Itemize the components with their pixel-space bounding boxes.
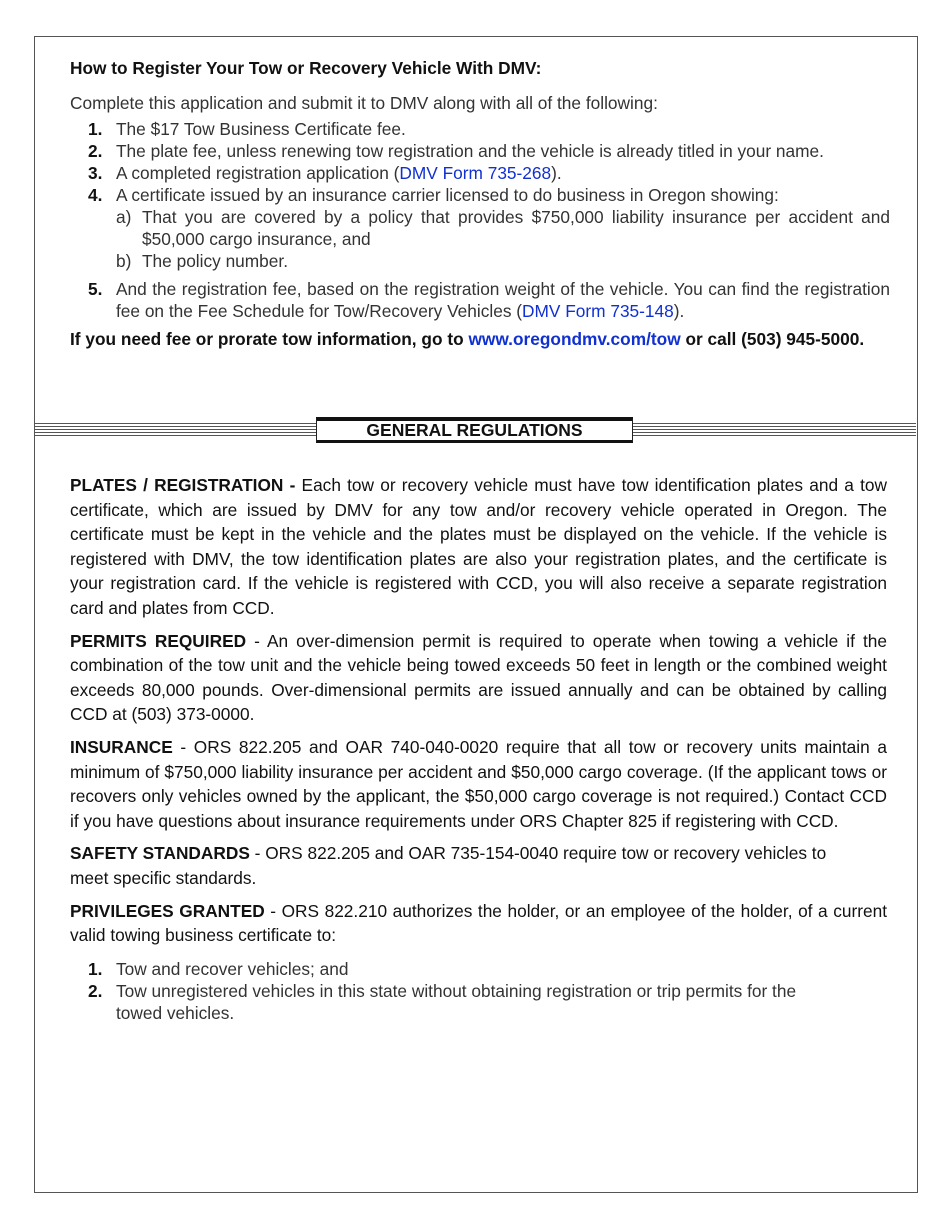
list-item <box>70 958 817 980</box>
sub-item <box>116 250 890 272</box>
item-text: And the registration fee, based on the registration weight of the vehicle. You can find the registration fee on the Fee Schedule for Tow/Recovery Vehicles ( <box>116 279 890 321</box>
list-item <box>70 118 890 140</box>
regulation-safety-standards <box>70 841 887 890</box>
item-text: The $17 Tow Business Certificate fee. <box>116 119 406 139</box>
page-frame <box>34 36 918 1193</box>
regulation-insurance <box>70 735 887 833</box>
oregondmv-tow-link[interactable]: www.oregondmv.com/tow <box>468 329 681 349</box>
regulation-term: PLATES / REGISTRATION - <box>70 475 296 495</box>
insurance-sublist <box>116 206 890 272</box>
list-item <box>70 278 890 322</box>
regulation-text: - ORS 822.205 and OAR 740-040-0020 require that all tow or recovery units maintain a minimum of $750,000 liability insurance per accident and $50,000 cargo coverage. (If the applicant tows or recovers only vehicles owned by the applicant, the $50,000 cargo coverage is not required.) Contact CCD if you have questions about insurance requirements under ORS Chapter 825 if registering with CCD. <box>70 736 887 831</box>
sub-text: That you are covered by a policy that provides $750,000 liability insurance per accident and $50,000 cargo insurance, and <box>142 207 890 249</box>
list-item <box>70 184 890 272</box>
form-735-268-link[interactable]: DMV Form 735-268 <box>399 163 552 183</box>
regulation-text: - ORS 822.205 and OAR 735-154-0040 require tow or recovery vehicles to meet specific standards. <box>70 843 827 888</box>
item-number: 1. <box>88 958 103 979</box>
list-item <box>70 162 890 184</box>
registration-heading: How to Register Your Tow or Recovery Vehicle With DMV: <box>70 58 542 78</box>
fee-info-text: If you need fee or prorate tow information, go to <box>70 329 469 349</box>
fee-info <box>70 328 890 350</box>
item-text: The plate fee, unless renewing tow registration and the vehicle is already titled in your name. <box>116 141 824 161</box>
regulation-text: - An over-dimension permit is required to operate when towing a vehicle if the combination of the tow unit and the vehicle being towed exceeds 50 feet in length or the combined weight exceeds 80,000 pounds. Over-dimensional permits are issued annually and can be obtained by calling CCD at (503) 373-0000. <box>70 630 887 725</box>
section-title: GENERAL REGULATIONS <box>316 417 633 443</box>
regulation-text: - ORS 822.210 authorizes the holder, or an employee of the holder, of a current valid towing business certificate to: <box>70 900 887 946</box>
regulation-term: INSURANCE <box>70 736 173 757</box>
regulation-term: PERMITS REQUIRED <box>70 630 247 651</box>
item-number: 5. <box>88 279 103 299</box>
item-text: A certificate issued by an insurance carrier licensed to do business in Oregon showing: <box>116 185 779 205</box>
item-text: A completed registration application ( <box>116 163 400 183</box>
general-regulations <box>70 473 887 1024</box>
regulation-term: SAFETY STANDARDS <box>70 843 250 864</box>
privileges-list <box>70 958 887 1024</box>
regulation-text: Each tow or recovery vehicle must have tow identification plates and a tow certificate, which are issued by DMV for any tow and/or recovery vehicle operated in Oregon. The certificate must be kept in the vehicle and the plates must be displayed on the vehicle. If the vehicle is registered with DMV, the tow identification plates are also your registration plates, and the certificate is your registration card. If the vehicle is registered with CCD, you will also receive a separate registration card and plates from CCD. <box>70 475 887 618</box>
regulation-permits-required <box>70 629 887 727</box>
regulation-plates-registration <box>70 473 887 621</box>
fee-info-phone: or call (503) 945-5000. <box>680 329 865 349</box>
requirements-list <box>70 118 890 322</box>
item-text: Tow and recover vehicles; and <box>116 958 349 979</box>
sub-text: The policy number. <box>142 251 289 271</box>
section-divider <box>35 417 916 447</box>
list-item <box>70 140 890 162</box>
sub-letter: b) <box>116 251 132 271</box>
item-number: 3. <box>88 163 103 183</box>
item-text-end: ). <box>551 163 562 183</box>
regulation-privileges-granted <box>70 899 887 948</box>
divider-rule-right <box>633 423 916 436</box>
regulation-term: PRIVILEGES GRANTED <box>70 900 265 921</box>
item-number: 1. <box>88 119 103 139</box>
list-item <box>70 980 817 1024</box>
registration-intro: Complete this application and submit it to DMV along with all of the following: <box>70 93 658 113</box>
item-text: Tow unregistered vehicles in this state without obtaining registration or trip permits for the towed vehicles. <box>116 980 797 1023</box>
form-735-148-link[interactable]: DMV Form 735-148 <box>522 301 674 321</box>
item-number: 2. <box>88 141 103 161</box>
item-text-end: ). <box>673 301 685 321</box>
sub-letter: a) <box>116 207 132 227</box>
item-number: 2. <box>88 980 103 1001</box>
registration-instructions <box>70 57 890 350</box>
item-number: 4. <box>88 185 103 205</box>
sub-item <box>116 206 890 250</box>
divider-rule-left <box>35 423 316 436</box>
